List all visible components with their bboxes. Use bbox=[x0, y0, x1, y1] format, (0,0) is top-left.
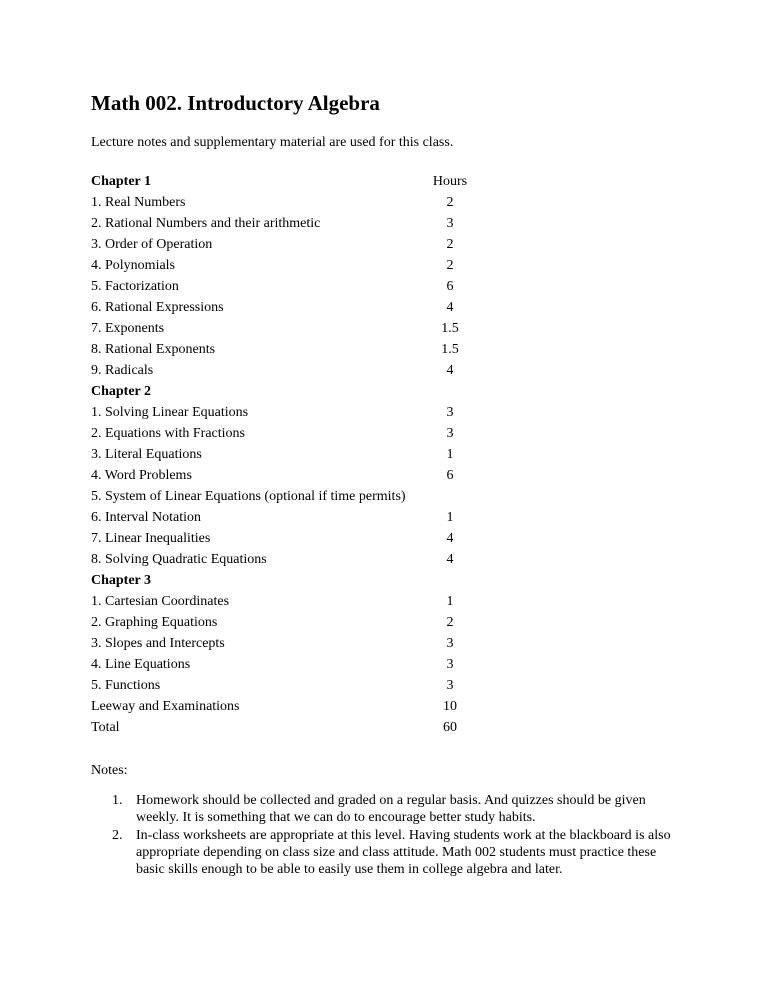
topic-row bbox=[91, 507, 491, 528]
topic-hours: 1 bbox=[446, 447, 454, 462]
topic-hours: 1 bbox=[446, 594, 454, 609]
topic-label: 3. Slopes and Intercepts bbox=[91, 636, 225, 651]
topic-hours: 3 bbox=[446, 636, 454, 651]
topic-row bbox=[91, 633, 491, 654]
topic-label: 8. Rational Exponents bbox=[91, 342, 216, 357]
topic-label: 2. Rational Numbers and their arithmetic bbox=[91, 216, 321, 231]
chapter-heading bbox=[91, 171, 491, 192]
topic-label: 7. Exponents bbox=[91, 321, 165, 336]
topic-row bbox=[91, 276, 491, 297]
topic-label: 4. Word Problems bbox=[91, 468, 192, 483]
chapter-title: Chapter 1 bbox=[91, 174, 152, 189]
topic-row bbox=[91, 654, 491, 675]
topic-hours: 2 bbox=[446, 258, 454, 273]
topic-hours: 1.5 bbox=[441, 342, 459, 357]
topic-row bbox=[91, 339, 491, 360]
topic-row bbox=[91, 360, 491, 381]
topic-label: 6. Rational Expressions bbox=[91, 300, 224, 315]
page-title: Math 002. Introductory Algebra bbox=[91, 91, 380, 115]
topic-row bbox=[91, 402, 491, 423]
topic-label: 3. Literal Equations bbox=[91, 447, 202, 462]
topic-label: 8. Solving Quadratic Equations bbox=[91, 552, 267, 567]
topic-row bbox=[91, 234, 491, 255]
topic-hours: 2 bbox=[446, 615, 454, 630]
topic-label: 1. Solving Linear Equations bbox=[91, 405, 249, 420]
chapter-title: Chapter 3 bbox=[91, 573, 152, 588]
topic-label: 2. Graphing Equations bbox=[91, 615, 218, 630]
topic-hours: 3 bbox=[446, 657, 454, 672]
chapter-title: Chapter 2 bbox=[91, 384, 152, 399]
notes-title: Notes: bbox=[91, 763, 128, 778]
topic-hours: 3 bbox=[446, 405, 454, 420]
topic-row bbox=[91, 423, 491, 444]
topic-label: 5. Functions bbox=[91, 678, 161, 693]
topic-label: 1. Real Numbers bbox=[91, 195, 186, 210]
topic-label: 9. Radicals bbox=[91, 363, 154, 378]
topic-row bbox=[91, 675, 491, 696]
intro-text: Lecture notes and supplementary material are used for this class. bbox=[91, 135, 454, 150]
note-text: Homework should be collected and graded on a regular basis. And quizzes should be given weekly. It is something that we can do to encourage better study habits. bbox=[136, 793, 646, 826]
topic-row bbox=[91, 444, 491, 465]
topic-row bbox=[91, 297, 491, 318]
topic-hours: 1 bbox=[446, 510, 454, 525]
topic-row bbox=[91, 486, 491, 507]
topic-hours: 1.5 bbox=[441, 321, 459, 336]
topic-hours: 2 bbox=[446, 237, 454, 252]
topic-label: 7. Linear Inequalities bbox=[91, 531, 211, 546]
topic-hours: 6 bbox=[446, 279, 454, 294]
total-label: Total bbox=[91, 720, 120, 735]
topic-hours: 4 bbox=[446, 531, 454, 546]
note-item bbox=[91, 827, 681, 879]
note-item bbox=[91, 792, 681, 827]
chapter-heading bbox=[91, 381, 491, 402]
topic-hours: 4 bbox=[446, 552, 454, 567]
leeway-label: Leeway and Examinations bbox=[91, 699, 240, 714]
topic-label: 5. Factorization bbox=[91, 279, 179, 294]
topic-row bbox=[91, 528, 491, 549]
leeway-hours: 10 bbox=[443, 699, 457, 714]
topic-hours: 3 bbox=[446, 678, 454, 693]
topic-hours: 4 bbox=[446, 363, 454, 378]
topic-row bbox=[91, 612, 491, 633]
topic-row bbox=[91, 255, 491, 276]
topic-label: 5. System of Linear Equations (optional if time permits) bbox=[91, 489, 406, 504]
topic-hours: 2 bbox=[446, 195, 454, 210]
note-number: 2. bbox=[112, 827, 123, 843]
topic-label: 1. Cartesian Coordinates bbox=[91, 594, 230, 609]
topic-label: 6. Interval Notation bbox=[91, 510, 202, 525]
topic-label: 2. Equations with Fractions bbox=[91, 426, 245, 441]
note-number: 1. bbox=[112, 793, 123, 808]
chapter-heading bbox=[91, 570, 491, 591]
topic-label: 4. Line Equations bbox=[91, 657, 191, 672]
topic-label: 4. Polynomials bbox=[91, 258, 176, 273]
topic-hours: 6 bbox=[446, 468, 454, 483]
notes-list bbox=[91, 792, 681, 878]
topic-row bbox=[91, 591, 491, 612]
topic-hours: 3 bbox=[446, 426, 454, 441]
topic-hours: 3 bbox=[446, 216, 454, 231]
topic-row bbox=[91, 192, 491, 213]
hours-column-header: Hours bbox=[432, 174, 468, 189]
total-row bbox=[91, 717, 491, 738]
total-hours: 60 bbox=[443, 720, 457, 735]
topic-row bbox=[91, 213, 491, 234]
topic-label: 3. Order of Operation bbox=[91, 237, 213, 252]
course-schedule bbox=[91, 171, 491, 738]
note-text: In-class worksheets are appropriate at this level. Having students work at the blackboard is also appropriate depending on class size and class attitude. Math 002 students must practice these basic skills enough to be able to easily use them in college algebra and later. bbox=[136, 827, 671, 878]
leeway-row bbox=[91, 696, 491, 717]
topic-row bbox=[91, 465, 491, 486]
topic-row bbox=[91, 318, 491, 339]
topic-row bbox=[91, 549, 491, 570]
topic-hours: 4 bbox=[446, 300, 454, 315]
